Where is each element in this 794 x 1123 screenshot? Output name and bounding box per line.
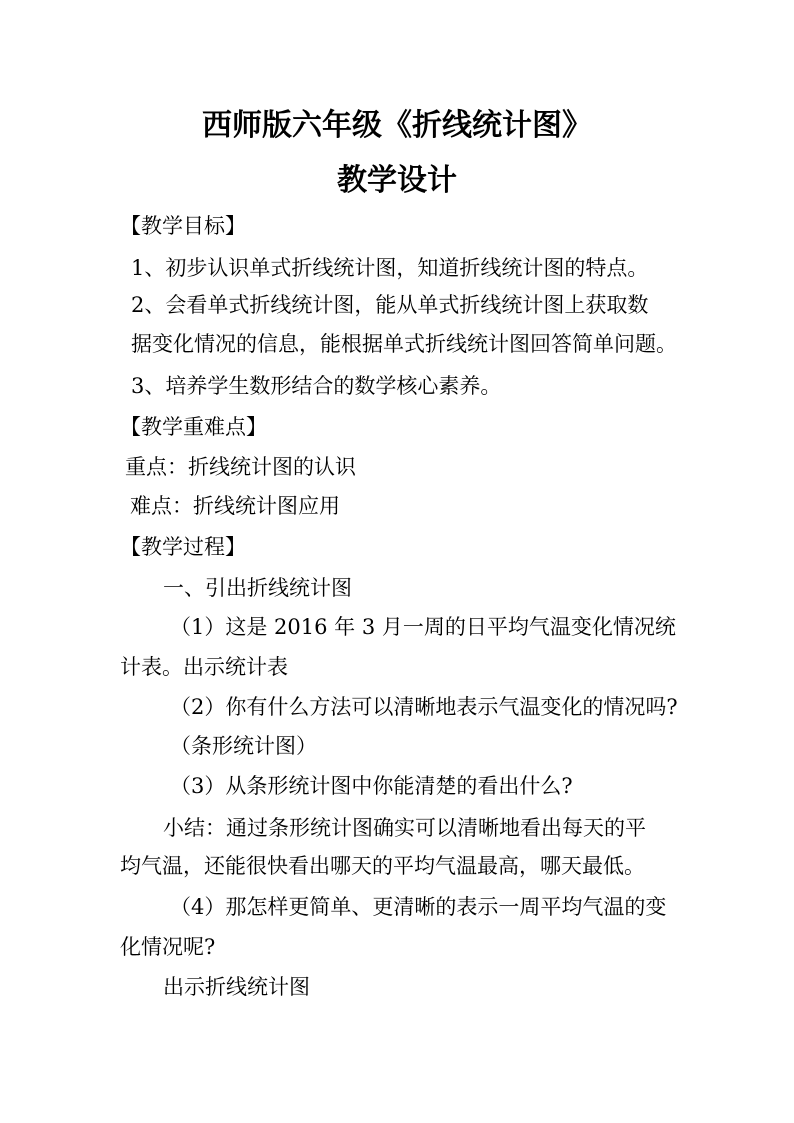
summary-line-1: 小结：通过条形统计图确实可以清晰地看出每天的平 bbox=[163, 816, 646, 840]
step-4-line-2: 化情况呢? bbox=[120, 935, 216, 959]
goal-1: 1、初步认识单式折线统计图，知道折线统计图的特点。 bbox=[131, 256, 649, 280]
teaching-goals-heading: 【教学目标】 bbox=[120, 214, 246, 238]
show-chart-line: 出示折线统计图 bbox=[163, 975, 310, 999]
step-2: （2）你有什么方法可以清晰地表示气温变化的情况吗? bbox=[170, 695, 678, 719]
key-point: 重点：折线统计图的认识 bbox=[125, 455, 356, 479]
difficult-point: 难点：折线统计图应用 bbox=[130, 494, 340, 518]
document-subtitle: 教学设计 bbox=[337, 163, 457, 198]
process-heading: 【教学过程】 bbox=[120, 535, 246, 559]
step-3: （3）从条形统计图中你能清楚的看出什么? bbox=[170, 774, 573, 798]
step-1-line-2: 计表。出示统计表 bbox=[120, 655, 288, 679]
document-title: 西师版六年级《折线统计图》 bbox=[202, 108, 592, 143]
step-4-line-1: （4）那怎样更简单、更清晰的表示一周平均气温的变 bbox=[170, 895, 667, 919]
goal-2-line-1: 2、会看单式折线统计图，能从单式折线统计图上获取数 bbox=[131, 293, 649, 317]
goal-2-line-2: 据变化情况的信息，能根据单式折线统计图回答简单问题。 bbox=[131, 332, 677, 356]
goal-3: 3、培养学生数形结合的数学核心素养。 bbox=[131, 374, 502, 398]
summary-line-2: 均气温，还能很快看出哪天的平均气温最高，哪天最低。 bbox=[120, 854, 645, 878]
section-1-heading: 一、引出折线统计图 bbox=[163, 576, 352, 600]
step-1-line-1: （1）这是 2016 年 3 月一周的日平均气温变化情况统 bbox=[170, 615, 676, 639]
step-2-answer: （条形统计图） bbox=[170, 734, 317, 758]
key-points-heading: 【教学重难点】 bbox=[120, 415, 267, 439]
